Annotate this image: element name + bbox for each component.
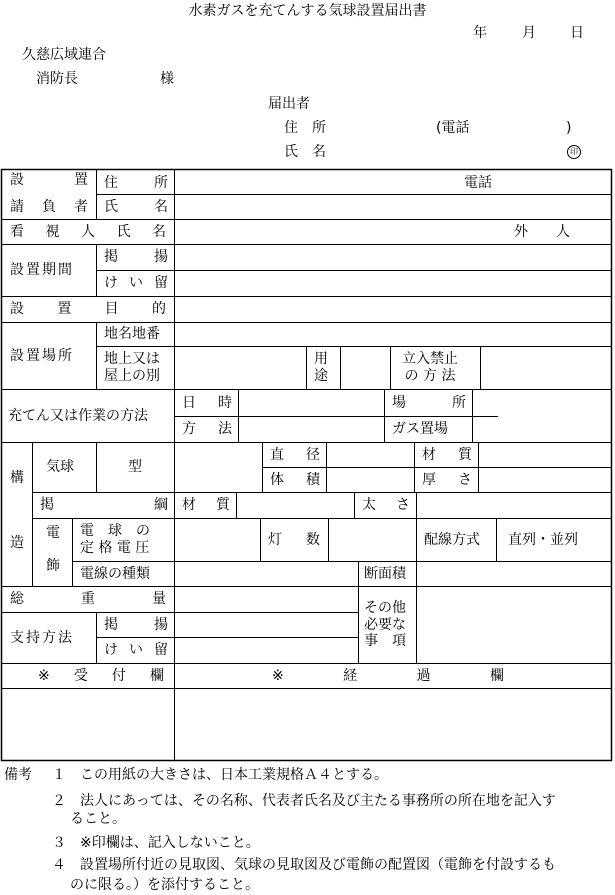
label-char: 置 (57, 301, 72, 318)
other-line-3: 事 項 (364, 633, 406, 650)
balloon-type-label: 型 (128, 459, 142, 476)
label-char: 法 (218, 421, 232, 438)
cross-section-label: 断面積 (364, 565, 406, 582)
label-char: い (129, 642, 143, 659)
note-item: ３ ※印欄は、記入しないこと。 (52, 835, 260, 851)
fill-method-label: 充てん又は作業の方法 (8, 407, 148, 424)
label-char: 氏 (104, 199, 118, 216)
label-char: 留 (154, 642, 168, 659)
label-char: 的 (151, 301, 166, 318)
restrict-line-2: の 方 法 (404, 368, 456, 384)
wire-type-label: 電線の種類 (80, 565, 150, 582)
progress-column-label (272, 664, 504, 688)
label-char: 揚 (154, 616, 168, 633)
date-month: 月 (522, 25, 536, 41)
bulb-voltage-line-1: 電 球 の (80, 523, 150, 540)
note-item: のに限る。）を添付すること。 (70, 877, 259, 893)
label-char: 質 (216, 497, 230, 514)
label-char: 太 (362, 497, 376, 514)
balloon-material-label (422, 443, 472, 467)
label-char: さ (458, 471, 472, 488)
wiring-value: 直列・並列 (508, 531, 578, 548)
wiring-label: 配線方式 (424, 531, 480, 548)
label-char: 住 (104, 174, 118, 191)
label-char: い (129, 275, 143, 292)
label-char: 掲 (104, 249, 118, 266)
label-char: 名 (152, 223, 166, 240)
ground-roof-label (104, 347, 160, 389)
receipt-column-label (38, 664, 164, 688)
label-char: 場 (392, 394, 406, 411)
label-char: 目 (104, 301, 119, 318)
structure-label-2: 造 (10, 535, 24, 551)
balloon-label: 気球 (46, 459, 74, 476)
decoration-label-2: 飾 (46, 558, 60, 574)
label-char: 体 (270, 471, 284, 488)
label-char: ※ (272, 667, 284, 684)
applicant-tel-label: (電話 (436, 120, 470, 136)
label-char: 時 (218, 394, 232, 411)
ground-roof-line-2: 屋上の別 (104, 368, 160, 384)
other-line-2: 必要な (364, 616, 406, 633)
label-char: 重 (81, 591, 95, 608)
contractor-tel-label: 電話 (464, 174, 492, 191)
use-label (314, 347, 328, 389)
ground-roof-line-1: 地上又は (104, 351, 160, 368)
location-label: 設置場所 (10, 347, 74, 364)
gas-storage-label: ガス置場 (392, 421, 448, 438)
bulb-voltage-label (80, 519, 150, 561)
label-char: 綱 (154, 497, 168, 514)
label-char: 方 (182, 421, 196, 438)
watcher-name-label (10, 220, 166, 244)
period-mooring-label (104, 271, 168, 296)
label-char: 材 (422, 446, 436, 463)
label-char: 揚 (154, 249, 168, 266)
label-char: 設 (10, 301, 24, 318)
label-char: さ (396, 497, 410, 514)
addressee-honorific: 様 (160, 71, 174, 87)
label-char: 掲 (104, 616, 118, 633)
volume-label (270, 468, 320, 492)
date-year: 年 (473, 25, 487, 41)
structure-label-1: 構 (10, 470, 24, 486)
label-char: 積 (306, 471, 320, 488)
label-char: 受 (73, 667, 88, 684)
label-char: 日 (182, 394, 196, 411)
label-char: 直 (270, 446, 284, 463)
rope-material-label (182, 493, 230, 518)
label-char: 厚 (422, 471, 436, 488)
support-mooring-label (104, 638, 168, 663)
purpose-label (10, 297, 166, 322)
applicant-label: 届出者 (268, 96, 310, 112)
use-line-1: 用 (314, 351, 328, 368)
label-char: 人 (81, 223, 95, 240)
label-char: 所 (154, 174, 168, 191)
contractor-address-label (104, 172, 168, 194)
support-method-label: 支持方法 (10, 629, 74, 646)
label-char: け (104, 642, 118, 659)
label-char: 総 (10, 591, 24, 608)
rope-size-label (362, 493, 410, 518)
bulb-voltage-line-2: 定 格 電 圧 (80, 540, 150, 556)
watcher-count-label: 外 人 (514, 223, 570, 240)
label-char: 視 (45, 223, 60, 240)
other-line-1: その他 (364, 599, 406, 616)
label-char: 径 (306, 446, 320, 463)
label-char: 看 (10, 223, 24, 240)
diameter-label (270, 443, 320, 467)
page-title: 水素ガスを充てんする気球設置届出書 (188, 3, 427, 19)
label-char: 質 (458, 446, 472, 463)
label-char: 欄 (149, 667, 164, 684)
label-char: 所 (452, 394, 466, 411)
lamp-count-label (268, 519, 320, 561)
period-display-label (104, 245, 168, 270)
thickness-label (422, 468, 472, 492)
addressee-org: 久慈広域連合 (22, 47, 106, 63)
label-char: 付 (111, 667, 126, 684)
note-item: ２ 法人にあっては、その名称、代表者氏名及び主たる事務所の所在地を記入す (52, 793, 556, 809)
rope-label (40, 493, 168, 518)
notes-label: 備考 (4, 767, 32, 783)
label-char: 欄 (490, 667, 504, 684)
total-weight-label (10, 587, 166, 612)
label-char: 氏 (116, 223, 131, 240)
note-item: ４ 設置場所付近の見取図、気球の見取図及び電飾の配置図（電飾を付設するも (52, 857, 556, 873)
label-char: 過 (416, 667, 431, 684)
label-char: 経 (343, 667, 358, 684)
applicant-address-label: 住 所 (284, 120, 326, 136)
label-char: 量 (152, 591, 166, 608)
seal-mark: 印 (567, 145, 581, 159)
lot-number-label: 地名地番 (104, 326, 160, 343)
applicant-tel-close: ) (566, 120, 572, 136)
label-char: 灯 (268, 531, 282, 548)
period-label: 設置期間 (10, 262, 74, 279)
fill-method-sub-label (182, 417, 232, 442)
label-char: け (104, 275, 118, 292)
fill-datetime-label (182, 390, 232, 416)
applicant-name-label: 氏 名 (284, 144, 326, 160)
support-display-label (104, 613, 168, 637)
decoration-label-1: 電 (46, 525, 60, 541)
label-char: 掲 (40, 497, 54, 514)
label-char: 材 (182, 497, 196, 514)
addressee-title: 消防長 (36, 71, 78, 87)
label-char: 名 (154, 199, 168, 216)
contractor-name-label (104, 196, 168, 219)
other-matters-label (364, 587, 406, 663)
label-char: 留 (154, 275, 168, 292)
label-char: 数 (306, 531, 320, 548)
restrict-line-1: 立入禁止 (402, 351, 458, 368)
fill-place-label (392, 390, 466, 416)
label-char: ※ (38, 667, 50, 684)
note-item: １ この用紙の大きさは、日本工業規格Ａ４とする。 (52, 767, 388, 783)
restrict-label (402, 347, 458, 389)
note-item: ること。 (70, 811, 126, 827)
use-line-2: 途 (314, 368, 328, 384)
contractor-label: 設 置 請 負 者 (10, 172, 88, 216)
date-day: 日 (570, 25, 584, 41)
